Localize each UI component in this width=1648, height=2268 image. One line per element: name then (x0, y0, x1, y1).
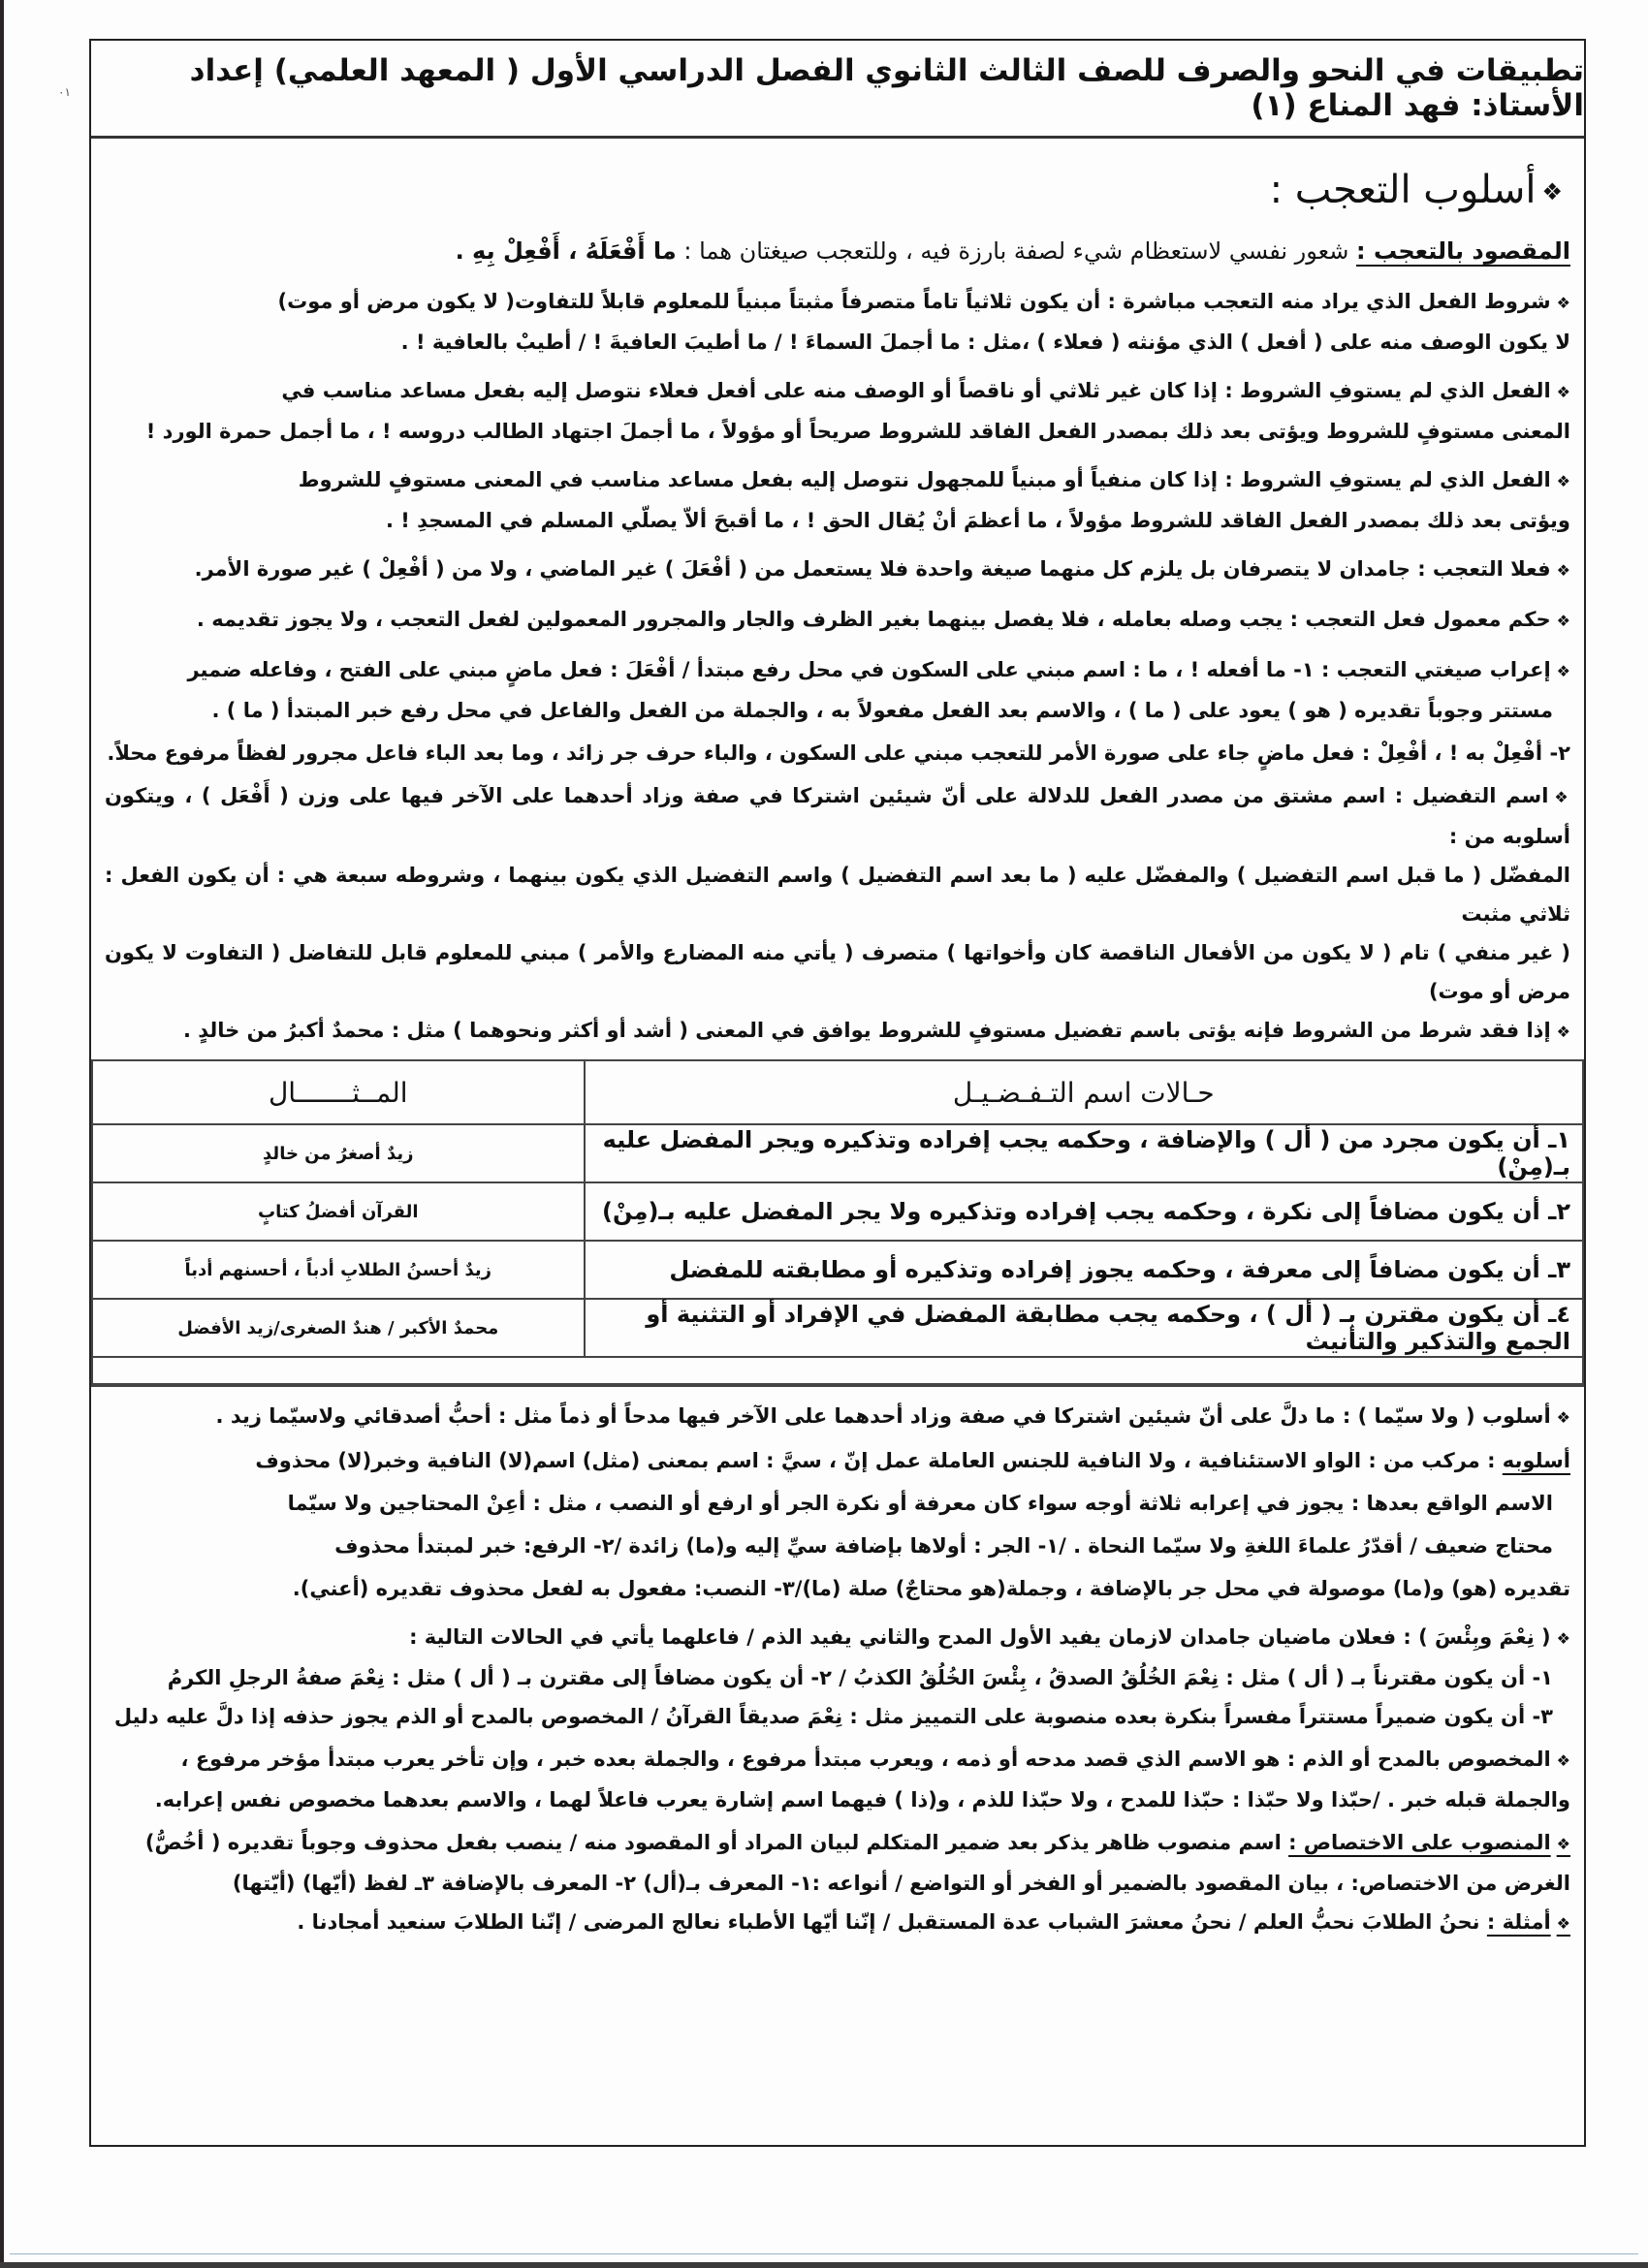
section-title-text: أسلوب التعجب : (1269, 168, 1537, 212)
tafdeel-definition (105, 776, 1570, 856)
bullet-icon: ❖ (1556, 294, 1570, 312)
ikhtisas-text: اسم منصوب ظاهر يذكر بعد ضمير المتكلم لبيان المراد أو المقصود منه / ينصب بفعل محذوف وجوباً تقديره ( أخُصُّ) (144, 1831, 1289, 1854)
tafdeel-line-1: اسم التفضيل : اسم مشتق من مصدر الفعل للدلالة على أنّ شيئين اشتركا في صفة وزاد أحدهما على الآخر فيها على وزن ( أَفْعَل ) ، ويتكون أسلوبه من : (105, 784, 1570, 848)
bullet-icon: ❖ (1541, 178, 1563, 205)
unmet-2-line-1: الفعل الذي لم يستوفِ الشروط : إذا كان منفياً أو مبنياً للمجهول نتوصل إليه بفعل مساعد مناسب في المعنى مستوفٍ للشروط (298, 468, 1551, 491)
example-cell: زيدٌ أحسنُ الطلابِ أدباً ، أحسنهم أدباً (92, 1241, 585, 1299)
ikhtisas-term (1288, 1831, 1570, 1854)
makhsoos-definition (105, 1740, 1570, 1780)
page-mark: ٠١ (58, 85, 71, 99)
case-cell: ٤ـ أن يكون مقترن بـ ( أل ) ، وحكمه يجب مطابقة المفضل في الإفراد أو التثنية أو الجمع والتذكير والتأنيث (585, 1299, 1583, 1357)
nima-case-line-1: ١- أن يكون مقترناً بـ ( أل ) مثل : نِعْمَ الخُلُقُ الصدقُ ، بِئْسَ الخُلُقُ الكذبُ / ٢- أن يكون مضافاً إلى مقترن بـ ( أل ) مثل : نِعْمَ صفةُ الرجلِ الكرمُ (167, 1666, 1553, 1689)
lasiyyama-text: أسلوب ( ولا سيّما ) : ما دلَّ على أنّ شيئين اشتركا في صفة وزاد أحدهما على الآخر فيها مدحاً أو ذماً مثل : أحبُّ أصدقائي ولاسيّما زيد . (215, 1404, 1551, 1428)
case-cell: ٢ـ أن يكون مضافاً إلى نكرة ، وحكمه يجب إفراده وتذكيره ولا يجر المفضل عليه بـ(مِنْ) (585, 1182, 1583, 1241)
ikhtisas-purpose: الغرض من الاختصاص: ، بيان المقصود بالضمير أو الفخر أو التواضع / أنواعه :١- المعرف بـ(أل) ٢- المعرف بالإضافة ٣ـ لفظ (أيّها) (أيّتها) (232, 1872, 1570, 1895)
definition-text: شعور نفسي لاستعظام شيء لصفة بارزة فيه ، وللتعجب صيغتان هما : (676, 237, 1356, 265)
example-cell: محمدٌ الأكبر / هندٌ الصغرى/زيد الأفضل (92, 1299, 585, 1357)
header-example: المــثـــــــال (92, 1060, 585, 1124)
bullet-icon: ❖ (1556, 1751, 1570, 1770)
bullet-icon: ❖ (1556, 662, 1570, 680)
case-cell: ١ـ أن يكون مجرد من ( أل ) والإضافة ، وحكمه يجب إفراده وتذكيره ويجر المفضل عليه بـ(مِنْ) (585, 1124, 1583, 1182)
irab-line-1: إعراب صيغتي التعجب : ١- ما أفعله ! ، ما : اسم مبني على السكون في محل رفع مبتدأ / أفْعَلَ : فعل ماضٍ مبني على الفتح ، وفاعله ضمير (187, 658, 1551, 681)
missing-condition-text: إذا فقد شرط من الشروط فإنه يؤتى باسم تفضيل مستوفٍ للشروط يوافق في المعنى ( أشد أو أكثر ونحوهما ) مثل : محمدٌ أكبرُ من خالدٍ . (182, 1019, 1551, 1042)
table-row (92, 1182, 1583, 1241)
irab-line-2: مستتر وجوباً تقديره ( هو ) يعود على ( ما ) ، والاسم بعد الفعل مفعولاً به ، والجملة من الفعل والفاعل في محل رفع خبر المبتدأ ( ما ) . (211, 699, 1553, 722)
bullet-icon: ❖ (1556, 612, 1570, 630)
structure-text: : مركب من : الواو الاستئنافية ، ولا النافية للجنس العاملة عمل إنّ ، سيَّ : اسم بمعنى (مثل) اسم(لا) النافية وخبر(لا) محذوف (255, 1449, 1503, 1472)
nima-case-line-2: ٣- أن يكون ضميراً مستتراً مفسراً بنكرة بعده منصوبة على التمييز مثل : نِعْمَ صديقاً القرآنُ / المخصوص بالمدح أو الذم يجوز حذفه إذا دلَّ عليه دليل (113, 1705, 1553, 1728)
bullet-icon: ❖ (1556, 1408, 1570, 1427)
bullet-icon: ❖ (1556, 1023, 1570, 1041)
taajjub-definition (105, 230, 1570, 272)
governed-text: حكم معمول فعل التعجب : يجب وصله بعامله ، فلا يفصل بينهما بغير الظرف والجار والمجرور المعمولين لفعل التعجب ، ولا يجوز تقديمه . (196, 608, 1551, 631)
bullet-icon: ❖ (1556, 1629, 1570, 1648)
ikhtisas-definition (105, 1823, 1570, 1864)
following-noun-line-2: محتاج ضعيف / أقدّرُ علماءَ اللغةِ ولا سيّما النحاة . /١- الجر : أولاها بإضافة سيِّ إليه و(ما) زائدة /٢- الرفع: خبر لمبتدأ محذوف (334, 1534, 1553, 1558)
unmet-1-line-1: الفعل الذي لم يستوفِ الشروط : إذا كان غير ثلاثي أو ناقصاً أو الوصف منه على أفعل فعلاء نتوصل إليه بفعل مساعد مناسب في (281, 379, 1551, 402)
lasiyyama-structure (105, 1441, 1570, 1480)
nima-bisa-definition (105, 1618, 1570, 1658)
following-noun-line-3: تقديره (هو) و(ما) موصولة في محل جر بالإضافة ، وجملة(هو محتاجٌ) صلة (ما)/٣- النصب: مفعول به لفعل محذوف تقديره (أعني). (292, 1577, 1570, 1600)
worksheet-content (91, 139, 1584, 1943)
bullet-icon: ❖ (1556, 561, 1570, 580)
definition-term: المقصود بالتعجب : (1355, 237, 1570, 265)
worksheet-frame (89, 39, 1586, 2147)
taajjub-irab (105, 650, 1570, 691)
makhsoos-line-2: والجملة قبله خبر . /حبّذا ولا حبّذا : حبّذا للمدح ، ولا حبّذا للذم ، و(ذا ) فيهما اسم إشارة يعرب فاعلاً لهما ، والاسم بعدهما مخصوص نفس إعرابه. (154, 1788, 1570, 1811)
ikhtisas-term-text: المنصوب على الاختصاص : (1288, 1831, 1551, 1854)
following-noun-line-1: الاسم الواقع بعدها : يجوز في إعرابه ثلاثة أوجه سواء كان معرفة أو نكرة الجر أو ارفع أو النصب ، مثل : أعِنْ المحتاجين ولا سيّما (287, 1492, 1553, 1515)
examples-term-text: أمثلة : (1486, 1910, 1551, 1934)
tafdeel-missing-condition (105, 1011, 1570, 1052)
taajjub-governed (105, 600, 1570, 641)
bullet-icon: ❖ (1556, 1914, 1570, 1933)
tafdeel-line-2: المفضّل ( ما قبل اسم التفضيل ) والمفضّل عليه ( ما بعد اسم التفضيل ) واسم التفضيل الذي يكون بينهما ، وشروطه سبعة هي : أن يكون الفعل : ثلاثي مثبت (105, 864, 1570, 926)
bullet-icon: ❖ (1554, 788, 1571, 806)
scan-rule-bottom (10, 2253, 1638, 2254)
lasiyyama-definition (105, 1397, 1570, 1437)
example-cell: القرآن أفضلُ كتابٍ (92, 1182, 585, 1241)
taajjub-verbs (105, 550, 1570, 590)
definition-forms: ما أَفْعَلَهُ ، أَفْعِلْ بِهِ . (455, 237, 677, 265)
bullet-icon: ❖ (1556, 472, 1570, 490)
irab-line-3: ٢- أفْعِلْ به ! ، أفْعِلْ : فعل ماضٍ جاء على صورة الأمر للتعجب مبني على السكون ، والباء حرف جر زائد ، وما بعد الباء فاعل مجرور لفظاً مرفوع محلاً. (107, 741, 1570, 765)
tafdeel-line-3: ( غير منفي ) تام ( لا يكون من الأفعال الناقصة كان وأخواتها ) متصرف ( يأتي منه المضارع والأمر ) مبني للمعلوم قابل للتفاضل ( التفاوت لا يكون مرض أو موت) (105, 941, 1570, 1003)
bullet-icon: ❖ (1556, 1835, 1570, 1853)
table-row (92, 1124, 1583, 1182)
makhsoos-line-1: المخصوص بالمدح أو الذم : هو الاسم الذي قصد مدحه أو ذمه ، ويعرب مبتدأ مرفوع ، والجملة بعده خبر ، وإن تأخر يعرب مبتدأ مؤخر مرفوع ، (180, 1748, 1551, 1771)
example-cell: زيدٌ أصغرُ من خالدٍ (92, 1124, 585, 1182)
examples-text: نحنُ الطلابَ نحبُّ العلم / نحنُ معشرَ الشباب عدة المستقبل / إنّنا أيّها الأطباء نعالج المرضى / إنّنا الطلابَ سنعيد أمجادنا . (297, 1910, 1487, 1934)
bullet-icon: ❖ (1556, 383, 1570, 401)
verbs-text: فعلا التعجب : جامدان لا يتصرفان بل يلزم كل منهما صيغة واحدة فلا يستعمل من ( أفْعَلَ ) غير الماضي ، ولا من ( أفْعِلْ ) غير صورة الأمر. (194, 557, 1551, 581)
table-spacer-row (92, 1357, 1583, 1384)
header-title: تطبيقات في النحو والصرف للصف الثالث الثانوي الفصل الدراسي الأول ( المعهد العلمي) إعداد الأستاذ: فهد المناع (١) (189, 53, 1584, 123)
section-title-taajjub (105, 168, 1563, 212)
conditions-line-2: لا يكون الوصف منه على ( أفعل ) الذي مؤنثه ( فعلاء ) ،مثل : ما أجملَ السماءَ ! / ما أطيبَ العافيةَ ! / أطيبْ بالعافية ! . (400, 331, 1570, 354)
taajjub-unmet-1 (105, 371, 1570, 412)
tafdeel-cases-table (91, 1059, 1584, 1385)
structure-label: أسلوبه (1502, 1449, 1570, 1472)
worksheet-header (91, 41, 1584, 139)
conditions-line-1: شروط الفعل الذي يراد منه التعجب مباشرة : أن يكون ثلاثياً تاماً متصرفاً مثبتاً مبنياً للمعلوم قابلاً للتفاوت( لا يكون مرض أو موت) (277, 290, 1551, 313)
unmet-1-line-2: المعنى مستوفٍ للشروط ويؤتى بعد ذلك بمصدر الفعل الفاقد للشروط صريحاً أو مؤولاً ، ما أجملَ اجتهاد الطالب دروسه ! ، ما أجمل حمرة الورد ! (145, 420, 1570, 443)
taajjub-unmet-2 (105, 460, 1570, 501)
examples-term (1487, 1910, 1570, 1934)
taajjub-conditions (105, 282, 1570, 323)
header-cases: حـالات اسم التـفـضـيـل (585, 1060, 1583, 1124)
case-cell: ٣ـ أن يكون مضافاً إلى معرفة ، وحكمه يجوز إفراده وتذكيره أو مطابقته للمفضل (585, 1241, 1583, 1299)
tafdeel-table-wrap (91, 1059, 1584, 1387)
scan-edge-left (0, 0, 4, 2268)
table-row (92, 1299, 1583, 1357)
table-row (92, 1241, 1583, 1299)
ikhtisas-examples (105, 1903, 1570, 1943)
table-header-row (92, 1060, 1583, 1124)
nima-bisa-text: ( نِعْمَ وبِئْسَ ) : فعلان ماضيان جامدان لازمان يفيد الأول المدح والثاني يفيد الذم / فاعلهما يأتي في الحالات التالية : (409, 1625, 1551, 1649)
scan-edge-bottom (0, 2262, 1648, 2268)
unmet-2-line-2: ويؤتى بعد ذلك بمصدر الفعل الفاقد للشروط مؤولاً ، ما أعظمَ أنْ يُقال الحق ! ، ما أقبحَ ألاّ يصلّي المسلم في المسجدِ ! . (386, 509, 1570, 532)
